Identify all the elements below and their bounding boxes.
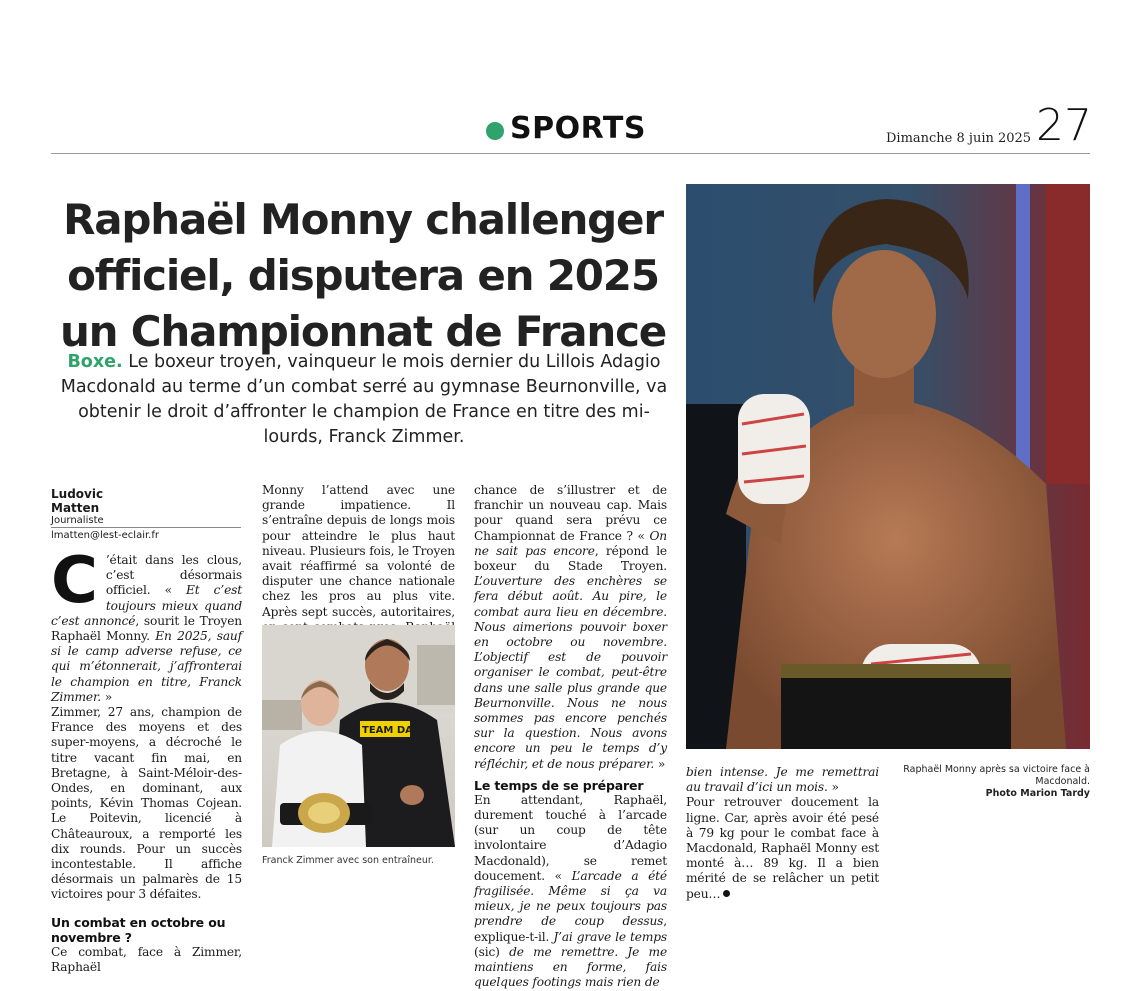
issue-date: Dimanche 8 juin 2025 [886,131,1032,146]
quote-run: L’ouverture des enchères se fera début août. Au pire, le combat aura lieu en décembre. Nous aimerions pouvoir boxer en octobre ou novembre. L’objectif est de pouvoir organiser le combat, peut-être dans une salle plus grande que Beurnonville. Nous ne nous sommes pas encore penchés sur la question. Nous avons encore un peu le temps d’y réfléchir, et de nous préparer. [474,574,667,771]
paragraph: Ce combat, face à Zimmer, Raphaël [51,944,242,974]
paragraph: Monny l’attend avec une grande impatience. Il s’entraîne depuis de longs mois pour atteindre le plus haut niveau. Plusieurs fois, le Troyen avait réaffirmé sa volonté de disputer une chance nationale chez les pros au plus vite. Après sept succès, autoritaires, [262,483,455,619]
article-column-4 [686,765,879,902]
article-column-1 [51,544,242,975]
photo-raphael-monny [686,184,1090,749]
photo-caption-small: Franck Zimmer avec son entraîneur. [262,855,434,866]
byline-rule [51,527,241,528]
paragraph [686,795,879,901]
paragraph [474,483,667,772]
shirt-text: TEAM DAHI [362,725,425,736]
photo-caption-big [896,764,1090,800]
byline-author [51,487,103,515]
headline-line-3: un Championnat de France [59,307,667,356]
header-rule [51,153,1090,154]
text-run: chance de s’illustrer et de franchir un nouveau cap. Mais pour quand sera prévu ce Championnat de France ? « [474,483,667,543]
photo-trainer-and-champion [262,625,455,847]
photo-illustration [686,184,1090,749]
text-run: Pour retrouver doucement la ligne. Car, après avoir été pesé à 79 kg pour le combat face à Macdonald, Raphaël Monny est monté à… 89 kg. Il a bien mérité de se relâcher un petit peu… [686,795,879,901]
quote-run: J’ai grave le temps [553,929,667,944]
photo-credit: Photo Marion Tardy [985,788,1090,799]
text-run: » [654,756,666,771]
paragraph [474,793,667,991]
section-label: SPORTS [510,111,646,146]
text-run: (sic) [474,944,510,959]
text-run: , sourit le Troyen Raphaël Monny. [51,613,242,644]
paragraph [51,544,242,705]
text-run: ’était dans les clous, c’est désormais officiel. « [105,553,242,598]
photo-illustration [262,625,455,847]
byline-last-name: Matten [51,501,100,515]
paragraph: Zimmer, 27 ans, champion de France des moyens et des super-moyens, a décroché le titre vacant fin mai, en Bretagne, à Saint-Méloir-des-Ondes, en dominant, aux points, Kévin Thomas Cojean. Le Poitevin, licencié à Châteauroux, a remporté les dix rounds. Pour un succès incontestable. Il affiche désormais un palmarès de 15 victoires pour 3 défaites. [51,705,242,902]
standfirst-text: Le boxeur troyen, vainqueur le mois dernier du Lillois Adagio Macdonald au terme d’un combat serré au gymnase Beurnonville, va obtenir le droit d’affronter le champion de France en titre des mi-lourds, Franck Zimmer. [60,352,668,447]
dropcap: C [51,544,98,618]
text-run: » [827,780,839,795]
byline-first-name: Ludovic [51,487,104,501]
byline-email[interactable]: lmatten@lest-eclair.fr [51,530,159,541]
text-run: , répond le boxeur du Stade Troyen. [474,543,667,574]
page-number: 27 [1036,100,1092,151]
paragraph [686,765,879,795]
headline-line-1: Raphaël Monny challenger [63,195,663,244]
standfirst-keyword: Boxe. [67,352,123,372]
headline [48,192,678,360]
text-run: , explique-t-il. [474,914,667,944]
text-run: » [101,689,113,704]
quote-run: Et c’est toujours mieux quand c’est annoncé [51,583,242,628]
quote-run: L’arcade a été fragilisée. Même si ça va mieux, je ne peux toujours pas prendre de coup dessus [474,868,667,929]
standfirst [54,350,674,450]
subhead: Un combat en octobre ou novembre ? [51,914,226,945]
quote-run: bien intense. Je me remettrai au travail d’ici un mois. [686,765,879,795]
quote-run: On ne sait pas encore [474,528,667,558]
quote-run: En 2025, sauf si le camp adverse refuse, ce qui m’étonnerait, j’affronterai le champion en titre, Franck Zimmer. [51,629,242,704]
byline-role: Journaliste [51,515,104,526]
section-dot-icon [486,122,504,140]
text-run: En attendant, Raphaël, durement touché à l’arcade (sur un coup de tête involontaire d’Adagio Macdonald), se remet doucement. « [474,792,667,883]
caption-text: Raphaël Monny après sa victoire face à Macdonald. [903,764,1090,787]
subhead: Le temps de se préparer [474,777,644,793]
quote-run: de me remettre. Je me maintiens en forme, fais quelques footings mais rien de [474,944,668,990]
headline-line-2: officiel, disputera en 2025 [67,251,659,300]
article-column-3 [474,483,667,991]
end-of-article-icon [723,890,730,897]
